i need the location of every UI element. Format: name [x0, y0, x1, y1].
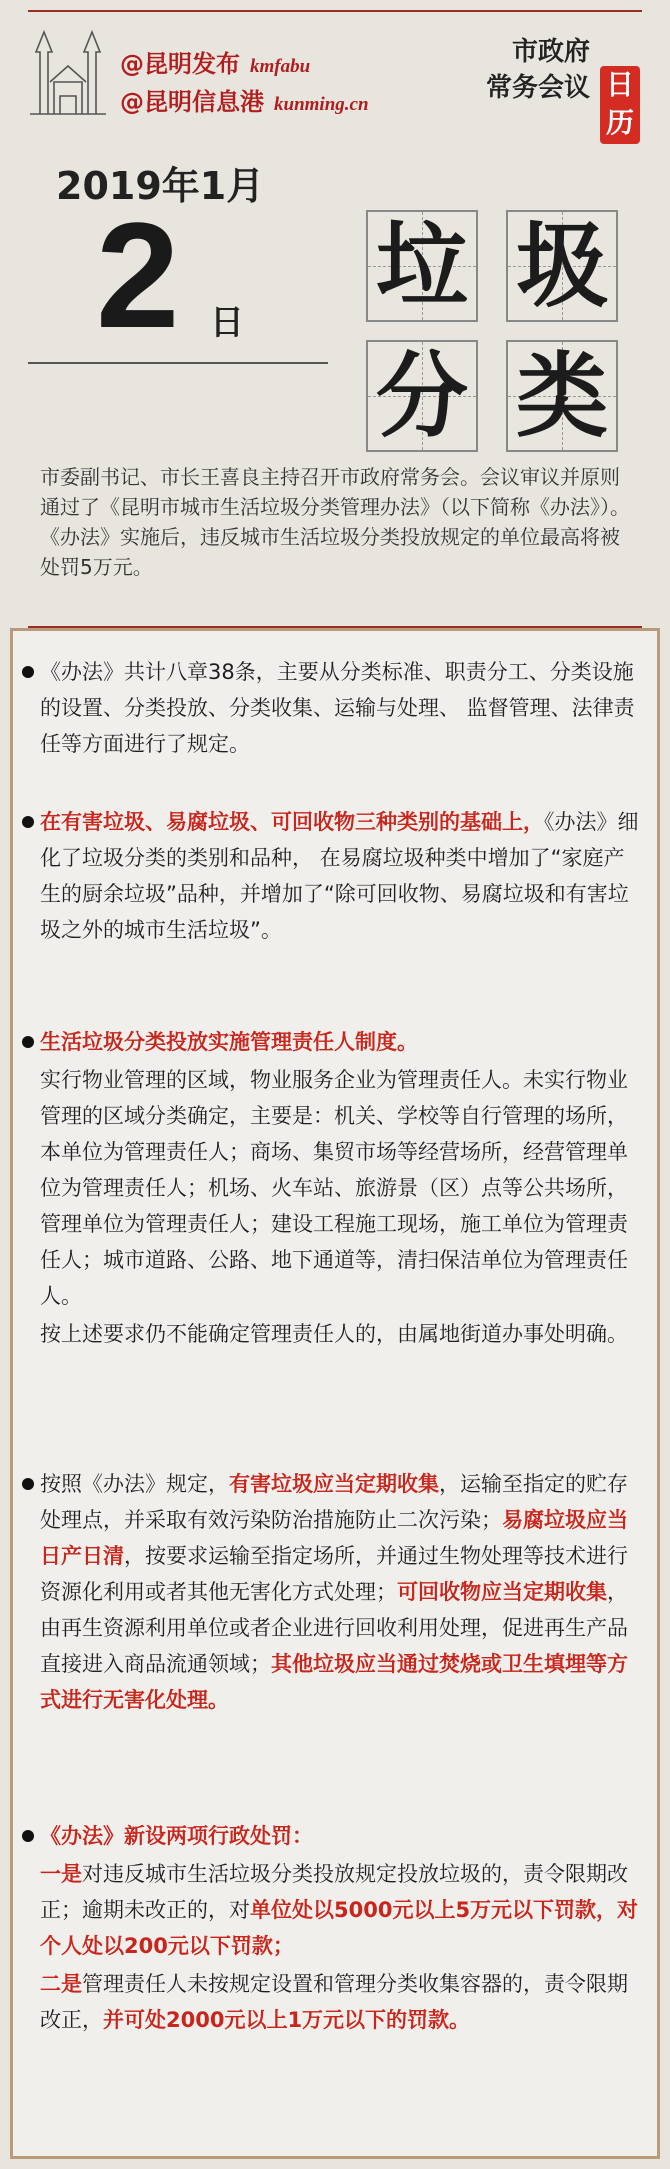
list-item [40, 1466, 642, 1718]
bullet-icon [22, 1478, 34, 1490]
weibo-handle-kunming[interactable] [120, 82, 369, 117]
topic-tile: 圾 [506, 210, 618, 322]
handle-name: @昆明发布 [120, 50, 240, 78]
body-text: ，由再生资源利用单位或者企业进行回收利用处理，促进再生产品直接进入商品流通领域； [40, 1580, 628, 1676]
list-item [40, 1818, 642, 2038]
handle-latin: kmfabu [250, 56, 311, 77]
calendar-title: 市政府 常务会议 [485, 37, 590, 103]
highlight-text: 单位处以5000元以上5万元以下罚款，对个人处以200元以下罚款； [40, 1898, 639, 1958]
date-underline [28, 362, 328, 364]
bullet-icon [22, 1830, 34, 1842]
calendar-stamp: 日 历 [600, 66, 640, 144]
highlight-text: 并可处2000元以上1万元以下的罚款。 [103, 2008, 471, 2032]
highlight-text: 其他垃圾应当通过焚烧或卫生填埋等方式进行无害化处理。 [40, 1652, 628, 1712]
item-paragraph [40, 1024, 642, 1060]
list-item [40, 654, 642, 762]
body-text: 按上述要求仍不能确定管理责任人的，由属地街道办事处明确。 [40, 1322, 628, 1346]
highlight-text: 一是 [40, 1862, 82, 1886]
header [0, 0, 670, 628]
item-paragraph [40, 1818, 642, 1854]
topic-tile: 类 [506, 340, 618, 452]
body-text: ，按要求运输至指定场所，并通过生物处理等技术进行资源化利用或者其他无害化方式处理； [40, 1544, 628, 1604]
bullet-icon [22, 1036, 34, 1048]
item-paragraph [40, 1466, 642, 1718]
highlight-text: 可回收物应当定期收集 [397, 1580, 607, 1604]
item-paragraph [40, 1316, 642, 1352]
bullet-icon [22, 666, 34, 678]
body-text: 《办法》共计八章38条，主要从分类标准、职责分工、分类设施的设置、分类投放、分类收集、运输与处理、 监督管理、法律责任等方面进行了规定。 [40, 660, 635, 756]
intro-paragraph: 市委副书记、市长王喜良主持召开市政府常务会。会议审议并原则通过了《昆明市城市生活垃圾分类管理办法》（以下简称《办法》）。《办法》实施后，违反城市生活垃圾分类投放规定的单位最高将被处罚5万元。 [40, 465, 630, 579]
list-item [40, 804, 642, 948]
date-day: 2 [96, 191, 180, 359]
list-item [40, 1024, 642, 1352]
item-paragraph [40, 1062, 642, 1314]
highlight-text: 易腐垃圾应当日产日清 [40, 1508, 628, 1568]
topic-tile: 分 [366, 340, 478, 452]
handle-latin: kunming.cn [274, 94, 369, 115]
body-text: ，运输至指定的贮存处理点，并采取有效污染防治措施防止二次污染； [40, 1472, 628, 1532]
body-text: 对违反城市生活垃圾分类投放规定投放垃圾的，责令限期改正；逾期未改正的，对 [40, 1862, 628, 1922]
item-paragraph [40, 1856, 642, 1964]
highlight-text: 有害垃圾应当定期收集 [229, 1472, 439, 1496]
body-text: 实行物业管理的区域，物业服务企业为管理责任人。未实行物业管理的区域分类确定，主要是：机关、学校等自行管理的场所，本单位为管理责任人；商场、集贸市场等经营场所，经营管理单位为管理责任人；机场、火车站、旅游景（区）点等公共场所，管理单位为管理责任人；建设工程施工现场，施工单位为管理责任人；城市道路、公路、地下通道等，清扫保洁单位为管理责任人。 [40, 1068, 628, 1308]
city-skyline-icon [26, 22, 110, 122]
body-text: 管理责任人未按规定设置和管理分类收集容器的，责令限期改正， [40, 1972, 628, 2032]
item-paragraph [40, 1966, 642, 2038]
date-year-month: 2019年1月 [56, 164, 265, 208]
handle-name: @昆明信息港 [120, 88, 264, 116]
bullet-icon [22, 816, 34, 828]
highlight-text: 《办法》新设两项行政处罚： [40, 1824, 313, 1848]
item-paragraph [40, 804, 642, 948]
highlight-text: 二是 [40, 1972, 82, 1996]
highlight-text: 在有害垃圾、易腐垃圾、可回收物三种类别的基础上， [40, 810, 544, 834]
date-day-suffix: 日 [210, 303, 244, 343]
weibo-handle-kmfabu[interactable] [120, 44, 310, 79]
body-text: 《办法》细化了垃圾分类的类别和品种， 在易腐垃圾种类中增加了“家庭产生的厨余垃圾”品种，并增加了“除可回收物、易腐垃圾和有害垃圾之外的城市生活垃圾”。 [40, 810, 639, 942]
topic-tile: 垃 [366, 210, 478, 322]
body-text: 按照《办法》规定， [40, 1472, 229, 1496]
item-paragraph [40, 654, 642, 762]
highlight-text: 生活垃圾分类投放实施管理责任人制度。 [40, 1030, 418, 1054]
